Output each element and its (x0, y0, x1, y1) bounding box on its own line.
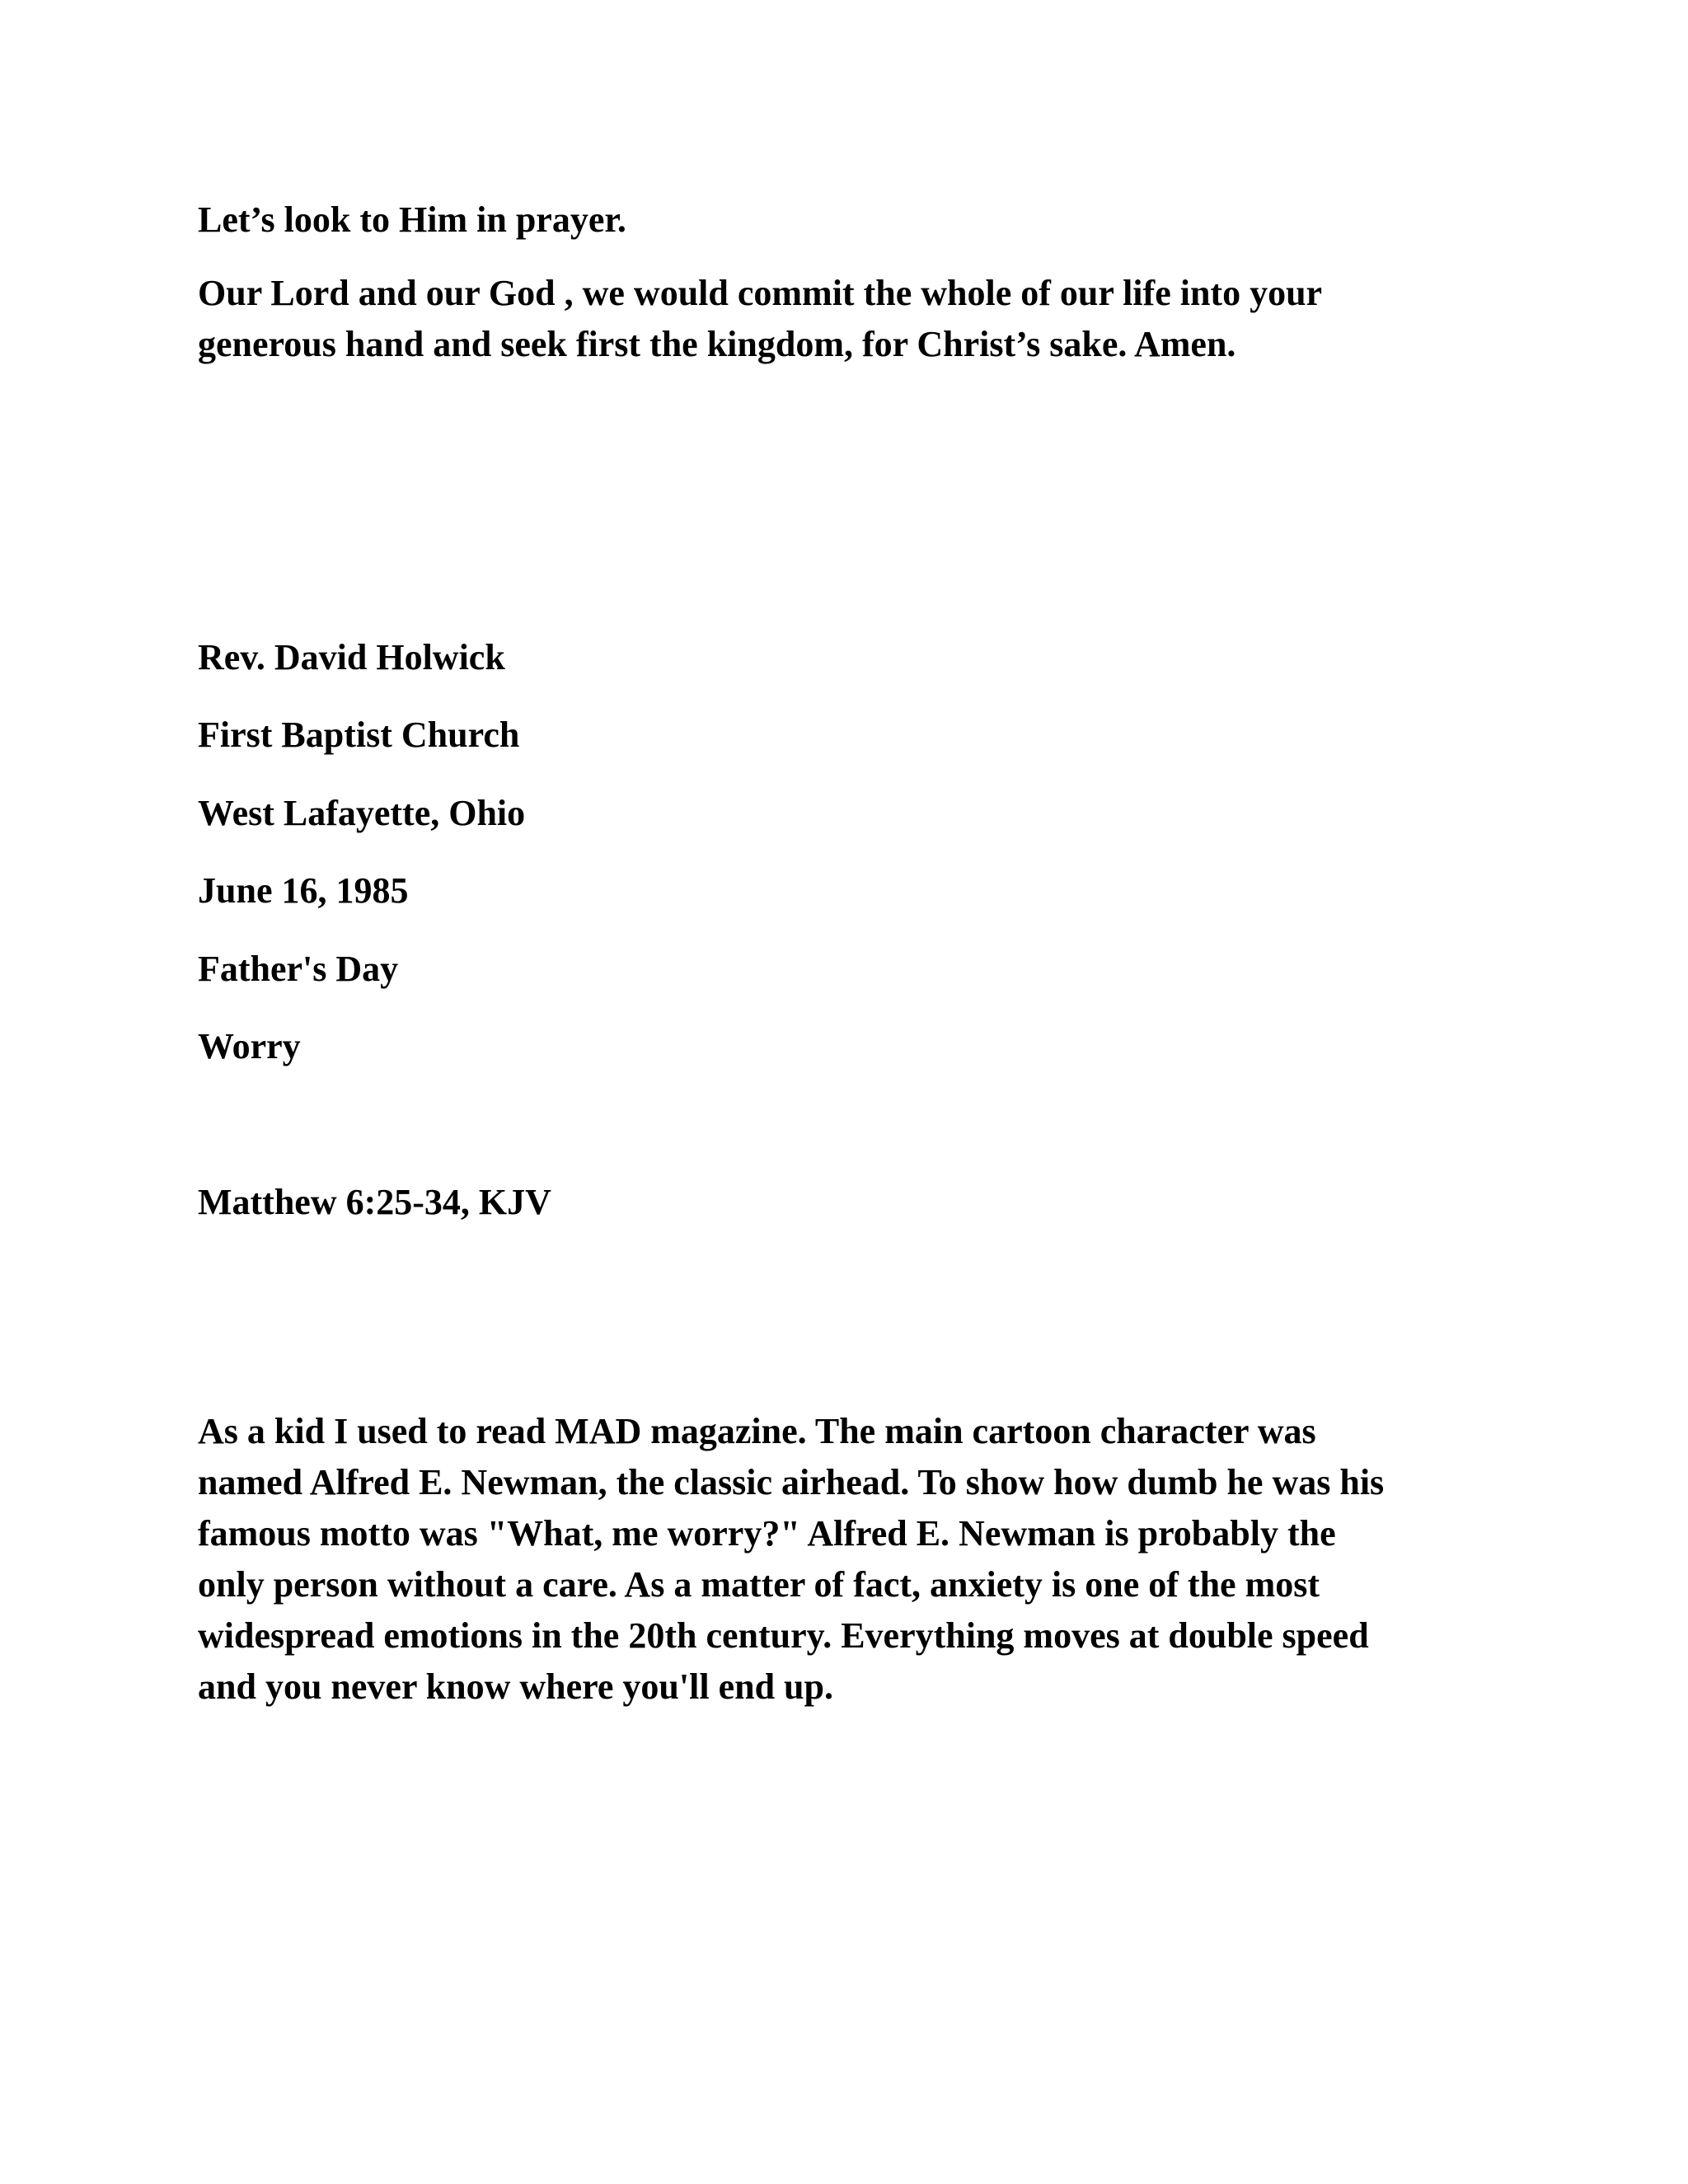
prayer-line: generous hand and seek first the kingdom, for Christ’s sake. Amen. (198, 324, 1236, 364)
body-line: only person without a care. As a matter of fact, anxiety is one of the most (198, 1564, 1320, 1605)
sermon-title: Worry (198, 1026, 301, 1066)
body-line: As a kid I used to read MAD magazine. The main cartoon character was (198, 1411, 1316, 1451)
prayer-intro: Let’s look to Him in prayer. (198, 199, 626, 240)
sermon-occasion: Father's Day (198, 949, 399, 989)
sermon-scripture: Matthew 6:25-34, KJV (198, 1182, 551, 1222)
sermon-author: Rev. David Holwick (198, 637, 505, 677)
sermon-church: First Baptist Church (198, 715, 520, 755)
sermon-body-paragraph (198, 1406, 1517, 1713)
sermon-location: West Lafayette, Ohio (198, 793, 526, 833)
sermon-date: June 16, 1985 (198, 870, 409, 911)
body-line: named Alfred E. Newman, the classic airhead. To show how dumb he was his (198, 1462, 1385, 1502)
body-line: and you never know where you'll end up. (198, 1666, 833, 1707)
prayer-line: Our Lord and our God , we would commit the whole of our life into your (198, 273, 1323, 313)
prayer-text (198, 268, 1517, 370)
body-line: famous motto was "What, me worry?" Alfred E. Newman is probably the (198, 1513, 1336, 1554)
body-line: widespread emotions in the 20th century. Everything moves at double speed (198, 1615, 1369, 1656)
